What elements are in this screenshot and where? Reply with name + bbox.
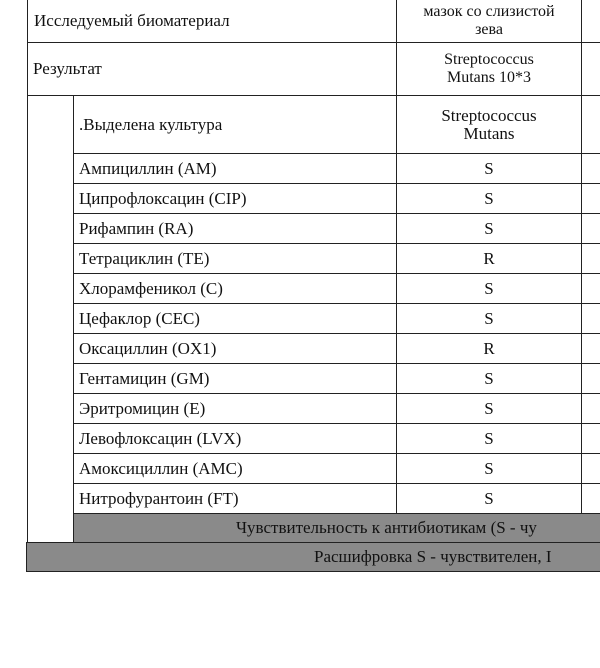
culture-value: [397, 96, 581, 153]
column-divider: [581, 183, 582, 214]
biomaterial-value-line1: мазок со слизистой: [423, 3, 555, 20]
antibiotic-row: [73, 274, 600, 304]
culture-value-line2: Mutans: [463, 123, 515, 143]
antibiotic-result: S: [484, 398, 494, 418]
column-divider: [581, 42, 582, 96]
antibiotic-name: Оксациллин (OX1): [79, 338, 217, 358]
result-row: [27, 43, 600, 96]
antibiotic-name: Ципрофлоксацин (CIP): [79, 188, 247, 208]
antibiotic-result: S: [484, 188, 494, 208]
antibiotic-name: Амоксициллин (AMC): [79, 458, 243, 478]
culture-row: [73, 96, 600, 154]
column-divider: [581, 0, 582, 43]
column-divider: [581, 303, 582, 334]
antibiotic-row: [73, 214, 600, 244]
antibiotic-name: Тетрациклин (TE): [79, 248, 210, 268]
antibiotic-row: [73, 484, 600, 514]
antibiotic-row: [73, 154, 600, 184]
antibiotic-row: [73, 334, 600, 364]
antibiotic-result: S: [484, 308, 494, 328]
result-value: [397, 43, 581, 95]
column-divider: [581, 363, 582, 394]
antibiotic-row: [73, 184, 600, 214]
antibiotic-result: S: [484, 458, 494, 478]
column-divider: [581, 243, 582, 274]
column-divider: [581, 453, 582, 484]
biomaterial-value: [397, 0, 581, 42]
antibiotic-row: [73, 454, 600, 484]
biomaterial-value-line2: зева: [475, 21, 503, 38]
column-divider: [581, 153, 582, 184]
antibiotic-name: Ампициллин (AM): [79, 158, 217, 178]
legend-bar: Расшифровка S - чувствителен, I: [26, 542, 600, 572]
antibiotic-result: S: [484, 158, 494, 178]
result-value-line1: Streptococcus: [444, 51, 534, 68]
column-divider: [581, 333, 582, 364]
culture-value-line1: Streptococcus: [441, 105, 537, 125]
antibiotic-result: R: [483, 338, 495, 358]
culture-label: .Выделена культура: [79, 114, 223, 134]
column-divider: [581, 95, 582, 154]
antibiotic-row: [73, 424, 600, 454]
biomaterial-row: [27, 0, 600, 43]
antibiotic-row: [73, 364, 600, 394]
indent-strip: [27, 96, 73, 542]
antibiotic-result: S: [484, 278, 494, 298]
column-divider: [581, 423, 582, 454]
result-label: Результат: [33, 59, 102, 78]
column-divider: [581, 273, 582, 304]
antibiotic-name: Цефаклор (CEC): [79, 308, 200, 328]
column-divider: [581, 483, 582, 514]
biomaterial-label: Исследуемый биоматериал: [34, 11, 230, 30]
sensitivity-bar: Чувствительность к антибиотикам (S - чу: [73, 513, 600, 543]
antibiotic-name: Нитрофурантоин (FT): [79, 488, 239, 508]
antibiotic-result: S: [484, 368, 494, 388]
antibiotic-name: Гентамицин (GM): [79, 368, 210, 388]
antibiotic-row: [73, 304, 600, 334]
column-divider: [581, 213, 582, 244]
antibiotic-row: [73, 244, 600, 274]
antibiotic-name: Хлорамфеникол (C): [79, 278, 223, 298]
antibiotic-name: Рифампин (RA): [79, 218, 194, 238]
antibiotic-result: S: [484, 488, 494, 508]
antibiotic-result: S: [484, 428, 494, 448]
antibiotic-result: S: [484, 218, 494, 238]
result-value-line2: Mutans 10*3: [447, 69, 531, 86]
antibiotic-name: Эритромицин (E): [79, 398, 206, 418]
antibiotic-result: R: [483, 248, 495, 268]
antibiotic-name: Левофлоксацин (LVX): [79, 428, 242, 448]
antibiotic-row: [73, 394, 600, 424]
column-divider: [581, 393, 582, 424]
